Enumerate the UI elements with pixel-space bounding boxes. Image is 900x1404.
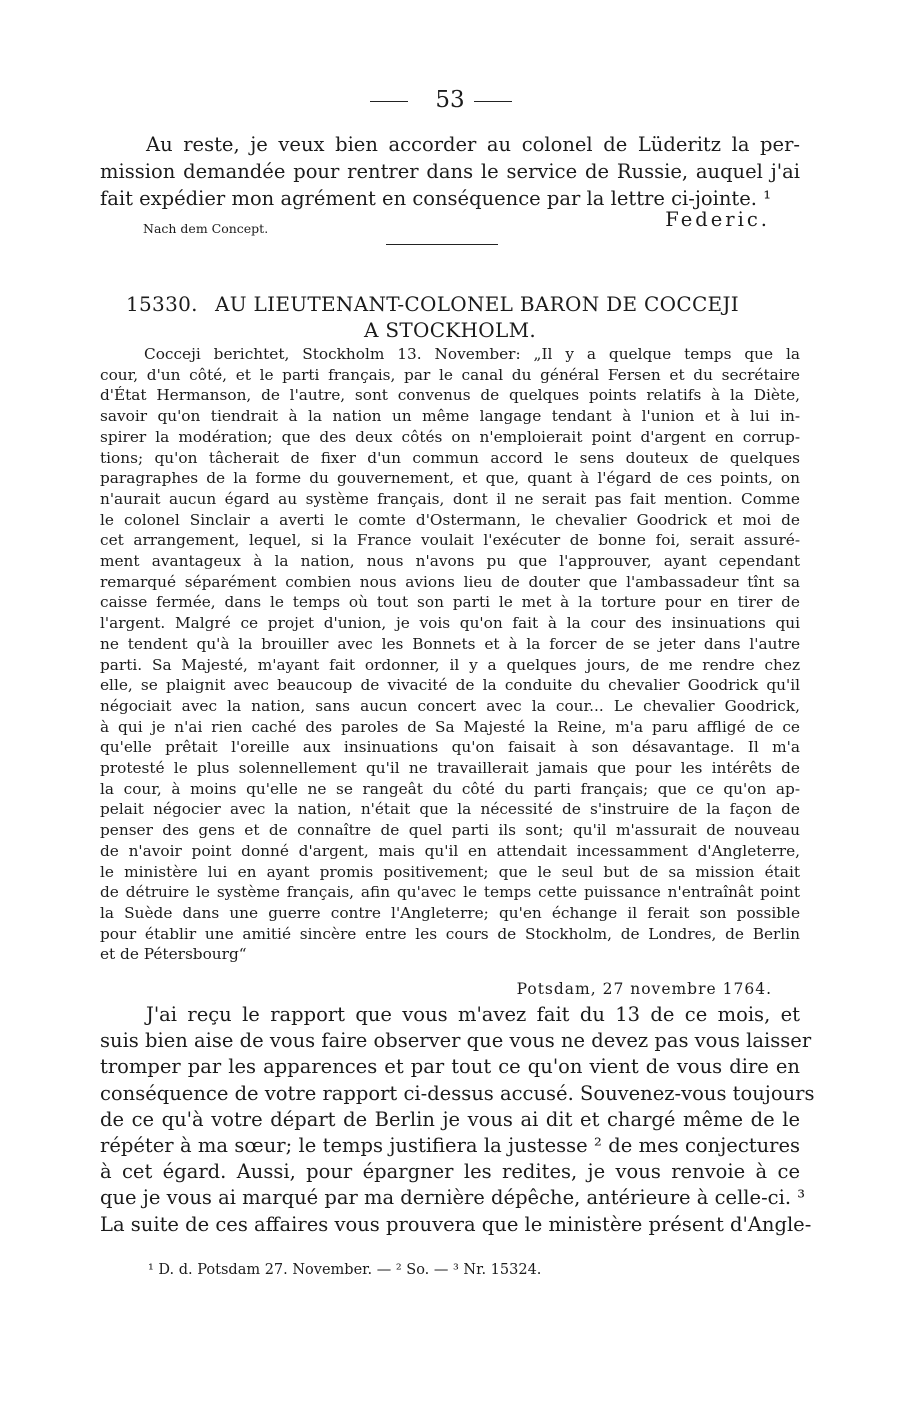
letter-heading-line2: A STOCKHOLM. bbox=[363, 318, 537, 342]
report-line: parti. Sa Majesté, m'ayant fait ordonner, il y a quelques jours, de me rendre chez bbox=[100, 655, 800, 674]
report-line: ne tendent qu'à la brouiller avec les Bonnets et à la forcer de se jeter dans l'autre bbox=[100, 634, 800, 653]
report-line: tions; qu'on tâcherait de fixer d'un commun accord le sens douteux de quelques bbox=[100, 448, 800, 467]
letter-line: La suite de ces affaires vous prouvera que le ministère présent d'Angle- bbox=[100, 1212, 812, 1236]
top-paragraph-line: Au reste, je veux bien accorder au colonel de Lüderitz la per- bbox=[146, 133, 800, 156]
report-line: pour établir une amitié sincère entre les cours de Stockholm, de Londres, de Berlin bbox=[100, 924, 800, 943]
page-number-dash-right bbox=[474, 101, 512, 102]
letter-line: J'ai reçu le rapport que vous m'avez fait du 13 de ce mois, et bbox=[146, 1003, 800, 1026]
report-line: remarqué séparément combien nous avions lieu de douter que l'ambassadeur tînt sa bbox=[100, 572, 800, 591]
letter-line: conséquence de votre rapport ci-dessus accusé. Souvenez-vous toujours bbox=[100, 1081, 815, 1105]
top-paragraph-line: mission demandée pour rentrer dans le service de Russie, auquel j'ai bbox=[100, 160, 800, 183]
footnotes: ¹ D. d. Potsdam 27. November. — ² So. — ³ Nr. 15324. bbox=[148, 1262, 542, 1278]
report-line: pelait négocier avec la nation, n'était que la nécessité de s'instruire de la façon de bbox=[100, 800, 800, 819]
report-line: paragraphes de la forme du gouvernement, et que, quant à l'égard de ces points, on bbox=[100, 469, 800, 488]
letter-line: répéter à ma sœur; le temps justifiera la justesse ² de mes conjectures bbox=[100, 1134, 800, 1157]
report-line: la cour, à moins qu'elle ne se rangeât du côté du parti français; que ce qu'on ap- bbox=[100, 779, 800, 798]
letter-number: 15330. bbox=[126, 292, 198, 316]
report-line: ment avantageux à la nation, nous n'avons pu que l'approuver, ayant cependant bbox=[100, 552, 800, 570]
report-line: de détruire le système français, afin qu'avec le temps cette puissance n'entraînât point bbox=[100, 883, 800, 902]
letter-line: à cet égard. Aussi, pour épargner les redites, je vous renvoie à ce bbox=[100, 1160, 800, 1184]
report-line: l'argent. Malgré ce projet d'union, je vois qu'on fait à la cour des insinuations qui bbox=[100, 614, 800, 633]
report-line: protesté le plus solennellement qu'il ne travaillerait jamais que pour les intérêts de bbox=[100, 759, 800, 777]
report-line: penser des gens et de connaître de quel parti ils sont; qu'il m'assurait de nouveau bbox=[100, 821, 800, 840]
report-line: d'État Hermanson, de l'autre, sont convenus de quelques points relatifs à la Diète, bbox=[100, 386, 800, 405]
letter-line: suis bien aise de vous faire observer que vous ne devez pas vous laisser bbox=[100, 1029, 812, 1053]
report-line: elle, se plaignit avec beaucoup de vivacité de la conduite du chevalier Goodrick qu'il bbox=[100, 676, 800, 695]
report-line: caisse fermée, dans le temps où tout son parti le met à la torture pour en tirer de bbox=[100, 593, 800, 612]
report-line: négociait avec la nation, sans aucun concert avec la cour... Le chevalier Goodrick, bbox=[100, 696, 800, 715]
section-divider bbox=[386, 244, 498, 245]
report-line: cour, d'un côté, et le parti français, par le canal du général Fersen et du secrétaire bbox=[100, 365, 800, 384]
report-line: cet arrangement, lequel, si la France voulait l'exécuter de bonne foi, serait assuré- bbox=[100, 531, 800, 550]
dateline: Potsdam, 27 novembre 1764. bbox=[516, 980, 772, 998]
signature: Federic. bbox=[665, 208, 770, 231]
report-line: n'aurait aucun égard au système français, dont il ne serait pas fait mention. Comme bbox=[100, 489, 800, 508]
letter-line: de ce qu'à votre départ de Berlin je vous ai dit et chargé même de le bbox=[100, 1107, 800, 1131]
report-line: le ministère lui en ayant promis positivement; que le seul but de sa mission était bbox=[100, 862, 800, 881]
report-line: le colonel Sinclair a averti le comte d'Ostermann, le chevalier Goodrick et moi de bbox=[100, 510, 800, 529]
source-note: Nach dem Concept. bbox=[143, 221, 269, 236]
report-line: Cocceji berichtet, Stockholm 13. November: „Il y a quelque temps que la bbox=[144, 345, 800, 363]
report-line: à qui je n'ai rien caché des paroles de Sa Majesté la Reine, m'a paru affligé de ce bbox=[100, 717, 800, 736]
letter-line: que je vous ai marqué par ma dernière dépêche, antérieure à celle-ci. ³ bbox=[100, 1186, 806, 1210]
report-line: qu'elle prêtait l'oreille aux insinuations qu'on faisait à son désavantage. Il m'a bbox=[100, 738, 800, 757]
report-line: savoir qu'on tiendrait à la nation un même langage tendant à l'union et à lui in- bbox=[100, 407, 800, 426]
letter-line: tromper par les apparences et par tout ce qu'on vient de vous dire en bbox=[100, 1055, 800, 1079]
report-line: de n'avoir point donné d'argent, mais qu'il en attendait incessamment d'Angleterre, bbox=[100, 841, 800, 860]
top-paragraph-line: fait expédier mon agrément en conséquence par la lettre ci-jointe. ¹ bbox=[100, 187, 772, 210]
page-number: 53 bbox=[435, 87, 465, 113]
report-line: spirer la modération; que des deux côtés on n'emploierait point d'argent en corrup- bbox=[100, 427, 800, 446]
report-line: la Suède dans une guerre contre l'Angleterre; qu'en échange il ferait son possible bbox=[100, 903, 800, 922]
letter-heading-line1: AU LIEUTENANT-COLONEL BARON DE COCCEJI bbox=[215, 292, 739, 316]
report-line: et de Pétersbourg“ bbox=[100, 945, 247, 964]
